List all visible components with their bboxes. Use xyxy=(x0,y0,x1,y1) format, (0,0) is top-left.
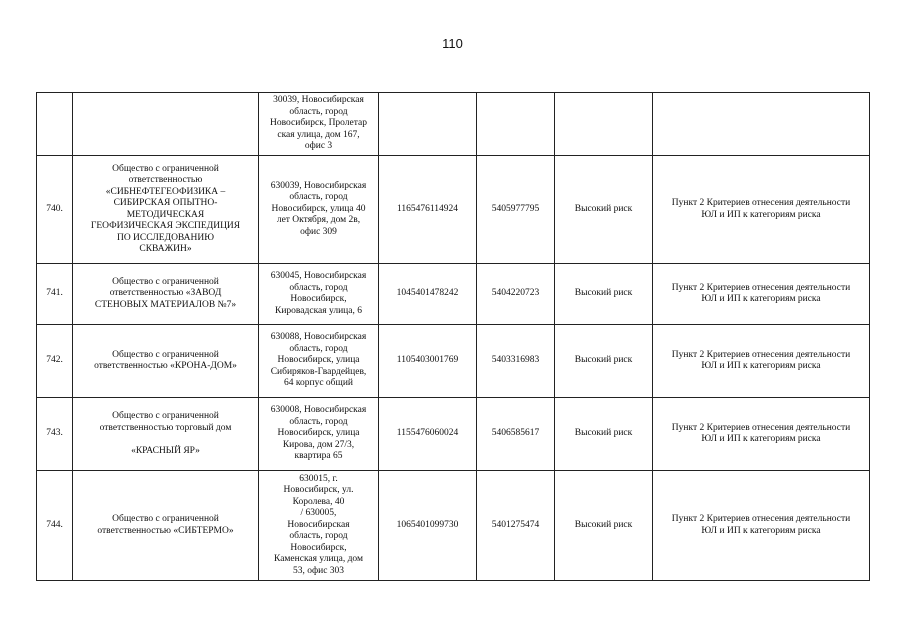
organization-address: 30039, Новосибирская область, город Новосибирск, Пролетар ская улица, дом 167, офис 3 xyxy=(259,93,379,156)
risk-category: Высокий риск xyxy=(555,398,653,471)
criteria-reference: Пункт 2 Критериев отнесения деятельности ЮЛ и ИП к категориям риска xyxy=(653,325,870,398)
row-number: 744. xyxy=(37,471,73,581)
organization-address: 630039, Новосибирская область, город Новосибирск, улица 40 лет Октября, дом 2в, офис 309 xyxy=(259,156,379,264)
organization-address: 630008, Новосибирская область, город Новосибирск, улица Кирова, дом 27/3, квартира 65 xyxy=(259,398,379,471)
risk-category xyxy=(555,93,653,156)
risk-category: Высокий риск xyxy=(555,156,653,264)
row-number: 740. xyxy=(37,156,73,264)
organization-address: 630045, Новосибирская область, город Новосибирск, Кировадская улица, 6 xyxy=(259,264,379,325)
table-row xyxy=(37,398,870,471)
ogrn-value: 1155476060024 xyxy=(379,398,477,471)
inn-value: 5406585617 xyxy=(477,398,555,471)
table-row xyxy=(37,156,870,264)
ogrn-value xyxy=(379,93,477,156)
criteria-reference: Пункт 2 Критериев отнесения деятельности ЮЛ и ИП к категориям риска xyxy=(653,264,870,325)
criteria-reference: Пункт 2 Критериев отнесения деятельности ЮЛ и ИП к категориям риска xyxy=(653,471,870,581)
risk-category: Высокий риск xyxy=(555,264,653,325)
table-row xyxy=(37,93,870,156)
row-number: 741. xyxy=(37,264,73,325)
risk-category: Высокий риск xyxy=(555,325,653,398)
page-number: 110 xyxy=(442,36,463,51)
organization-name xyxy=(73,93,259,156)
table-row xyxy=(37,325,870,398)
organization-name: Общество с ограниченной ответственностью «СИБНЕФТЕГЕОФИЗИКА – СИБИРСКАЯ ОПЫТНО- МЕТОДИЧЕСКАЯ ГЕОФИЗИЧЕСКАЯ ЭКСПЕДИЦИЯ ПО ИССЛЕДОВАНИЮ СКВАЖИН» xyxy=(73,156,259,264)
inn-value xyxy=(477,93,555,156)
inn-value: 5405977795 xyxy=(477,156,555,264)
inn-value: 5401275474 xyxy=(477,471,555,581)
ogrn-value: 1165476114924 xyxy=(379,156,477,264)
ogrn-value: 1065401099730 xyxy=(379,471,477,581)
organization-address: 630088, Новосибирская область, город Новосибирск, улица Сибиряков-Гвардейцев, 64 корпус общий xyxy=(259,325,379,398)
table-row xyxy=(37,471,870,581)
row-number: 742. xyxy=(37,325,73,398)
risk-category: Высокий риск xyxy=(555,471,653,581)
organization-name: Общество с ограниченной ответственностью торговый дом «КРАСНЫЙ ЯР» xyxy=(73,398,259,471)
criteria-reference: Пункт 2 Критериев отнесения деятельности ЮЛ и ИП к категориям риска xyxy=(653,156,870,264)
organization-address: 630015, г. Новосибирск, ул. Королева, 40 / 630005, Новосибирская область, город Новосибирск, Каменская улица, дом 53, офис 303 xyxy=(259,471,379,581)
risk-registry-table xyxy=(36,92,870,581)
table-row xyxy=(37,264,870,325)
inn-value: 5404220723 xyxy=(477,264,555,325)
ogrn-value: 1045401478242 xyxy=(379,264,477,325)
criteria-reference: Пункт 2 Критериев отнесения деятельности ЮЛ и ИП к категориям риска xyxy=(653,398,870,471)
ogrn-value: 1105403001769 xyxy=(379,325,477,398)
row-number: 743. xyxy=(37,398,73,471)
organization-name: Общество с ограниченной ответственностью «КРОНА-ДОМ» xyxy=(73,325,259,398)
row-number xyxy=(37,93,73,156)
organization-name: Общество с ограниченной ответственностью «СИБТЕРМО» xyxy=(73,471,259,581)
inn-value: 5403316983 xyxy=(477,325,555,398)
criteria-reference xyxy=(653,93,870,156)
organization-name: Общество с ограниченной ответственностью «ЗАВОД СТЕНОВЫХ МАТЕРИАЛОВ №7» xyxy=(73,264,259,325)
